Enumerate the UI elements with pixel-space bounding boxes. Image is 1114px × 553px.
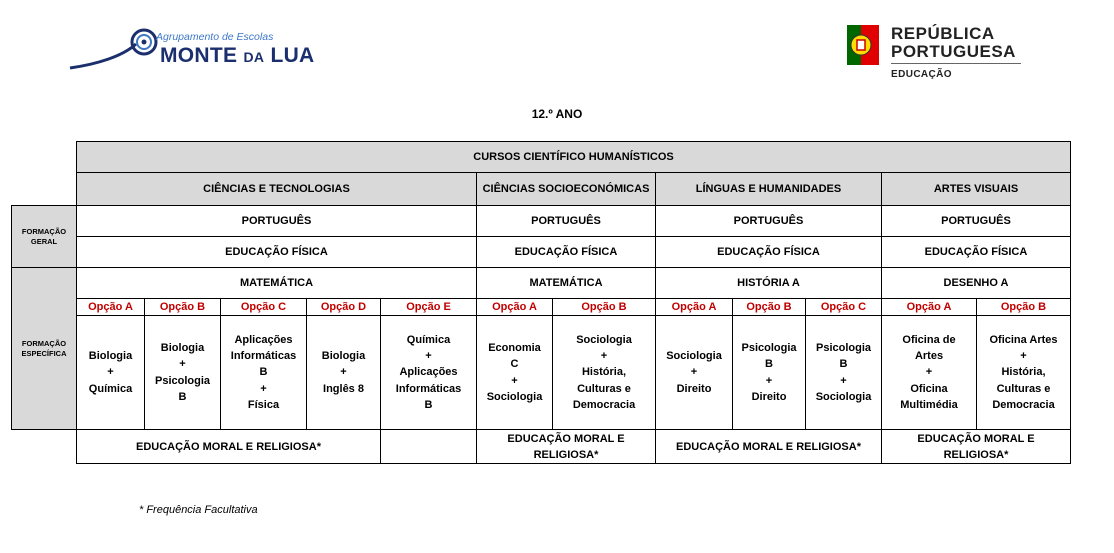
option-label: Opção E xyxy=(381,299,477,316)
geral-row-2 xyxy=(12,237,1071,268)
course-artes-visuais: ARTES VISUAIS xyxy=(882,173,1071,206)
option-subject-cell: Economia C + Sociologia xyxy=(477,316,553,430)
options-row xyxy=(12,299,1071,316)
footnote: * Frequência Facultativa xyxy=(139,504,258,516)
option-label: Opção B xyxy=(977,299,1071,316)
emr-cell: EDUCAÇÃO MORAL E RELIGIOSA* xyxy=(77,430,381,464)
geral-cell: EDUCAÇÃO FÍSICA xyxy=(882,237,1071,268)
table-header: CURSOS CIENTÍFICO HUMANÍSTICOS xyxy=(77,142,1071,173)
geral-row-1 xyxy=(12,206,1071,237)
option-subject-cell: Química + Aplicações Informáticas B xyxy=(381,316,477,430)
option-label: Opção B xyxy=(553,299,656,316)
especifica-core-row xyxy=(12,268,1071,299)
option-label: Opção C xyxy=(221,299,307,316)
side-label-geral: FORMAÇÃO GERAL xyxy=(12,206,77,268)
core-subject-cell: MATEMÁTICA xyxy=(477,268,656,299)
gov-ministry: EDUCAÇÃO xyxy=(891,69,952,80)
geral-cell: PORTUGUÊS xyxy=(882,206,1071,237)
course-ciencias-socioeconomicas: CIÊNCIAS SOCIOECONÓMICAS xyxy=(477,173,656,206)
option-subject-cell: Psicologia B + Direito xyxy=(733,316,806,430)
geral-cell: PORTUGUÊS xyxy=(77,206,477,237)
course-linguas-humanidades: LÍNGUAS E HUMANIDADES xyxy=(656,173,882,206)
geral-cell: PORTUGUÊS xyxy=(656,206,882,237)
government-logo xyxy=(843,22,1033,82)
course-ciencias-tecnologias: CIÊNCIAS E TECNOLOGIAS xyxy=(77,173,477,206)
option-subject-cell: Biologia + Inglês 8 xyxy=(307,316,381,430)
moon-swirl-icon xyxy=(68,26,168,72)
option-label: Opção A xyxy=(882,299,977,316)
option-subjects-row xyxy=(12,316,1071,430)
option-label: Opção A xyxy=(477,299,553,316)
course-row xyxy=(12,173,1071,206)
option-subject-cell: Biologia + Química xyxy=(77,316,145,430)
option-subject-cell: Biologia + Psicologia B xyxy=(145,316,221,430)
option-label: Opção B xyxy=(145,299,221,316)
emr-row xyxy=(12,430,1071,464)
option-subject-cell: Psicologia B + Sociologia xyxy=(806,316,882,430)
course-table xyxy=(11,141,1071,464)
page-title: 12.º ANO xyxy=(531,107,583,121)
emr-cell: EDUCAÇÃO MORAL E RELIGIOSA* xyxy=(477,430,656,464)
school-logo xyxy=(68,26,338,72)
emr-empty-cell xyxy=(381,430,477,464)
school-tagline: Agrupamento de Escolas xyxy=(156,31,274,43)
geral-cell: EDUCAÇÃO FÍSICA xyxy=(656,237,882,268)
option-subject-cell: Sociologia + Direito xyxy=(656,316,733,430)
option-subject-cell: Sociologia + História, Culturas e Democracia xyxy=(553,316,656,430)
core-subject-cell: MATEMÁTICA xyxy=(77,268,477,299)
option-label: Opção A xyxy=(77,299,145,316)
core-subject-cell: HISTÓRIA A xyxy=(656,268,882,299)
side-label-especifica: FORMAÇÃO ESPECÍFICA xyxy=(12,268,77,430)
option-subject-cell: Aplicações Informáticas B + Física xyxy=(221,316,307,430)
gov-divider xyxy=(891,63,1021,64)
gov-name-line2: PORTUGUESA xyxy=(891,42,1016,61)
emr-cell: EDUCAÇÃO MORAL E RELIGIOSA* xyxy=(656,430,882,464)
option-subject-cell: Oficina Artes + História, Culturas e Democracia xyxy=(977,316,1071,430)
geral-cell: PORTUGUÊS xyxy=(477,206,656,237)
school-name: MONTE DA LUA xyxy=(160,44,315,67)
portugal-emblem-icon xyxy=(843,22,883,68)
option-label: Opção A xyxy=(656,299,733,316)
emr-cell: EDUCAÇÃO MORAL E RELIGIOSA* xyxy=(882,430,1071,464)
option-label: Opção C xyxy=(806,299,882,316)
gov-name-line1: REPÚBLICA xyxy=(891,24,995,43)
geral-cell: EDUCAÇÃO FÍSICA xyxy=(477,237,656,268)
option-subject-cell: Oficina de Artes + Oficina Multimédia xyxy=(882,316,977,430)
core-subject-cell: DESENHO A xyxy=(882,268,1071,299)
option-label: Opção B xyxy=(733,299,806,316)
option-label: Opção D xyxy=(307,299,381,316)
geral-cell: EDUCAÇÃO FÍSICA xyxy=(77,237,477,268)
table-header-row xyxy=(12,142,1071,173)
